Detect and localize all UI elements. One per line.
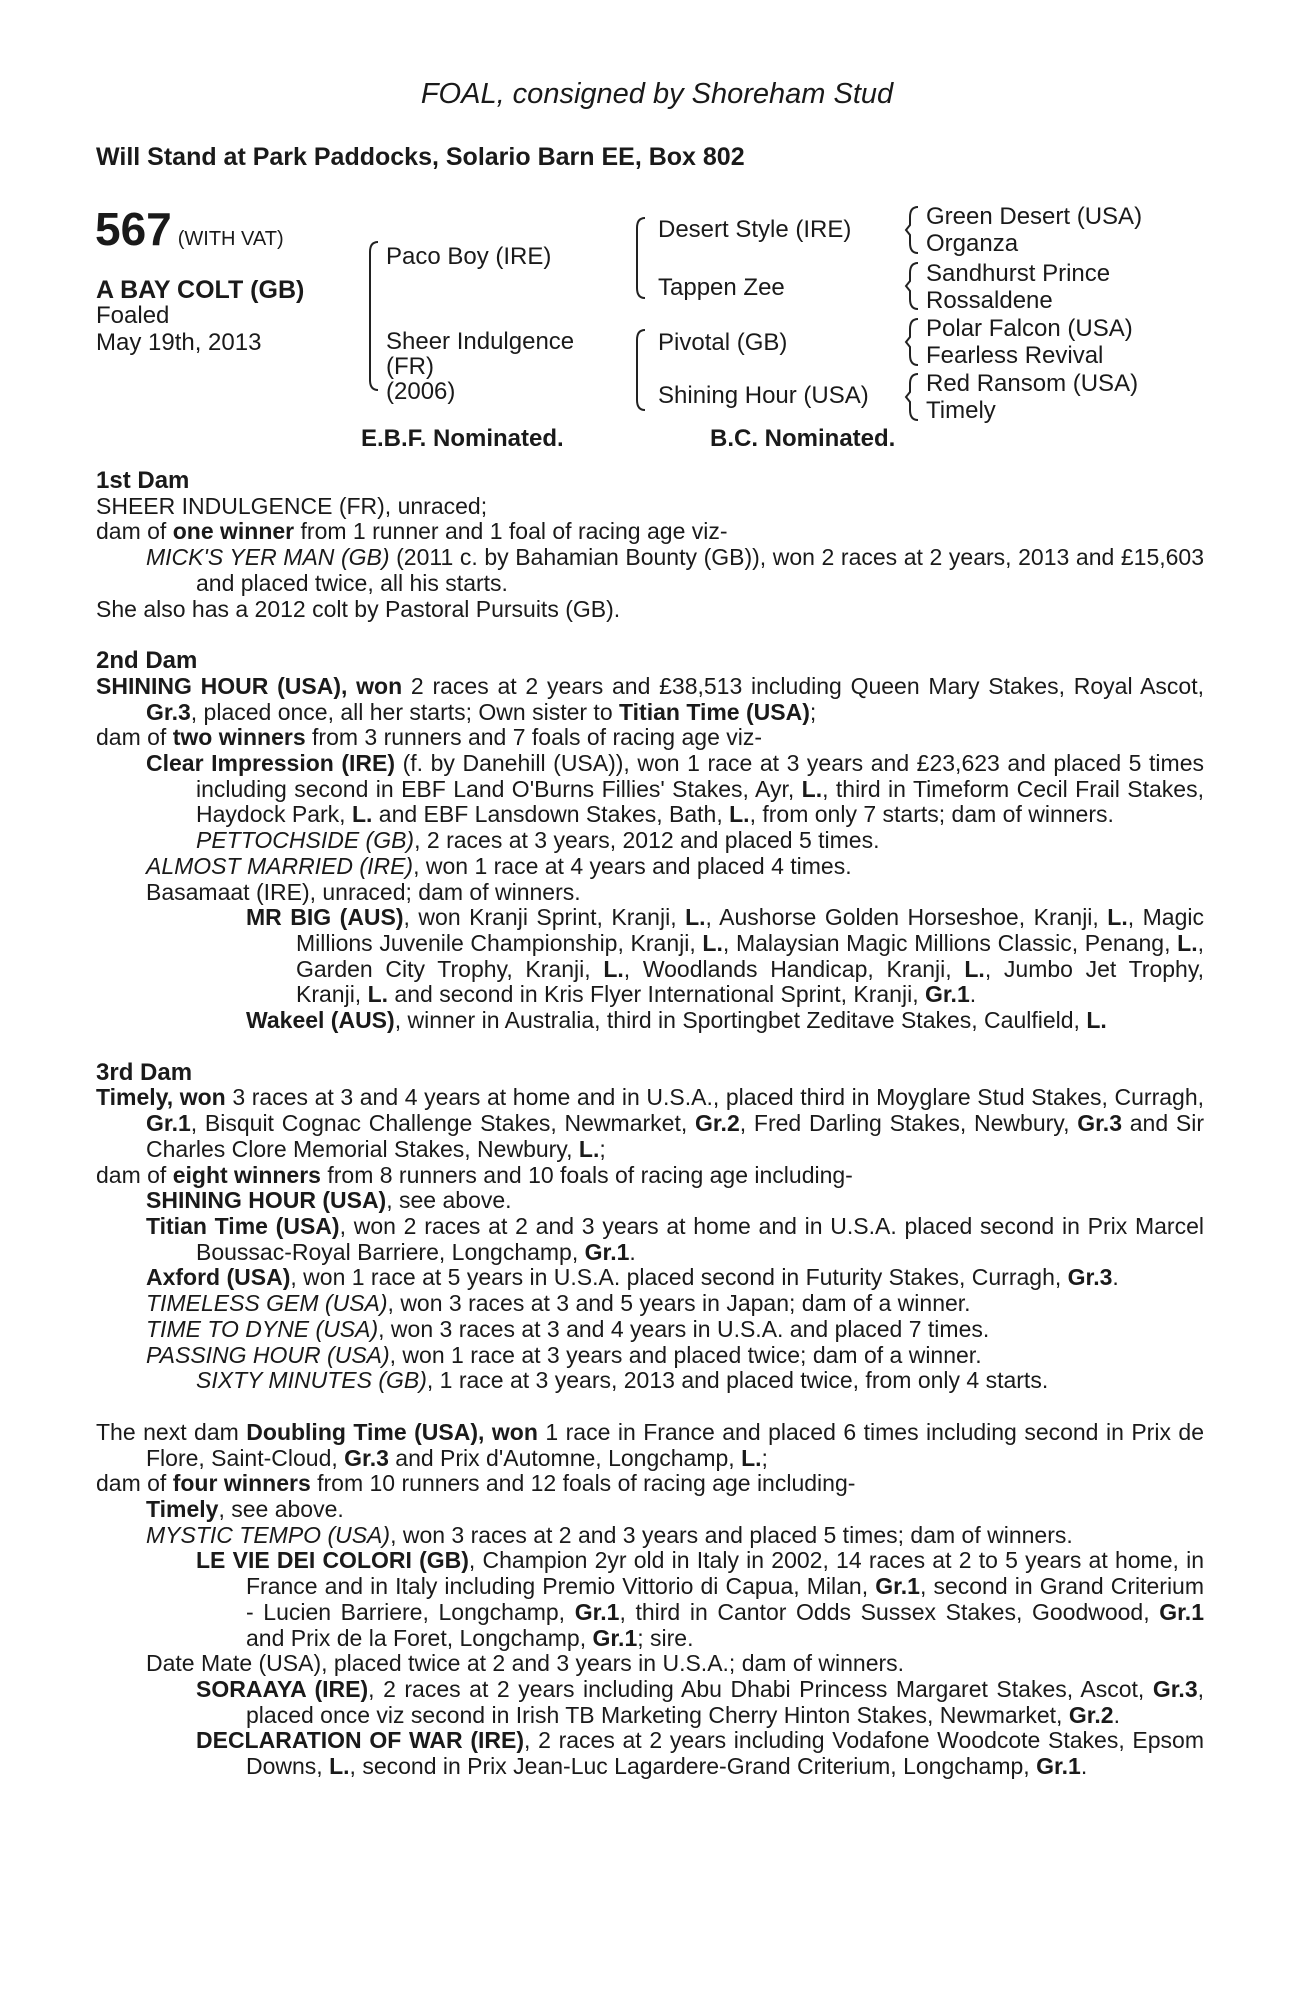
produce-entry: TIMELESS GEM (USA), won 3 races at 3 and 5 years in Japan; dam of a winner. xyxy=(146,1290,971,1317)
second-dam-entry: SHINING HOUR (USA), won 2 races at 2 years and £38,513 including Queen Mary Stakes, Royal Ascot, Gr.3, placed once, all her starts; Own sister to Titian Time (USA); xyxy=(96,672,1204,725)
next-dam-produce-summary: dam of four winners from 10 runners and 12 foals of racing age including- xyxy=(96,1470,856,1497)
produce-entry: Clear Impression (IRE) (f. by Danehill (USA)), won 1 race at 3 years and £23,623 and placed 5 times including second in EBF Land O'Burns Fillies' Stakes, Ayr, L., third in Timeform Cecil Frail Stakes, Haydock Park, L. and EBF Lansdown Stakes, Bath, L., from only 7 starts; dam of winners. xyxy=(146,750,1204,828)
foaled-label: Foaled xyxy=(96,302,170,329)
pedigree-bracket-sd xyxy=(904,261,924,311)
third-dam-entry: Timely, won 3 races at 3 and 4 years at home and in U.S.A., placed third in Moyglare Stud Stakes, Curragh, Gr.1, Bisquit Cognac Challenge Stakes, Newmarket, Gr.2, Fred Darling Stakes, Newbury, Gr.3 and Sir Charles Clore Memorial Stakes, Newbury, L.; xyxy=(96,1084,1205,1162)
pedigree-bracket-ss xyxy=(904,205,924,255)
nomination-ebf: E.B.F. Nominated. xyxy=(361,425,564,452)
pedigree-dd-dam: Timely xyxy=(926,397,996,424)
produce-entry: Wakeel (AUS), winner in Australia, third in Sportingbet Zeditave Stakes, Caulfield, L. xyxy=(246,1007,1107,1034)
pedigree-bracket-ds xyxy=(904,317,924,367)
produce-entry: ALMOST MARRIED (IRE), won 1 race at 4 years and placed 4 times. xyxy=(146,852,852,879)
first-dam-entry: SHEER INDULGENCE (FR), unraced; xyxy=(96,492,488,519)
third-dam-produce-summary: dam of eight winners from 8 runners and 10 foals of racing age including- xyxy=(96,1161,853,1188)
produce-entry: DECLARATION OF WAR (IRE), 2 races at 2 years including Vodafone Woodcote Stakes, Epsom Downs, L., second in Prix Jean-Luc Lagardere-Grand Criterium, Longchamp, Gr.1. xyxy=(196,1727,1204,1780)
nomination-bc: B.C. Nominated. xyxy=(710,425,896,452)
pedigree-dam: Sheer Indulgence (FR) (2006) xyxy=(386,328,575,405)
first-dam-note: She also has a 2012 colt by Pastoral Pursuits (GB). xyxy=(96,595,621,622)
first-dam-heading: 1st Dam xyxy=(96,467,190,494)
pedigree-ss-dam: Organza xyxy=(926,230,1019,257)
pedigree-ds-sire: Polar Falcon (USA) xyxy=(926,315,1133,342)
produce-entry: SORAAYA (IRE), 2 races at 2 years including Abu Dhabi Princess Margaret Stakes, Ascot, Gr.3, placed once viz second in Irish TB Marketing Cherry Hinton Stakes, Newmarket, Gr.2. xyxy=(196,1675,1205,1728)
pedigree-bracket-sire xyxy=(633,216,649,300)
produce-entry: LE VIE DEI COLORI (GB), Champion 2yr old in Italy in 2002, 14 races at 2 to 5 years at home, in France and in Italy including Premio Vittorio di Capua, Milan, Gr.1, second in Grand Criterium - Lucien Barriere, Longchamp, Gr.1, third in Cantor Odds Sussex Stakes, Goodwood, Gr.1 and Prix de la Foret, Longchamp, Gr.1; sire. xyxy=(196,1547,1204,1651)
produce-entry: SHINING HOUR (USA), see above. xyxy=(146,1187,512,1214)
pedigree-sire-sire: Desert Style (IRE) xyxy=(658,216,852,243)
pedigree-ds-dam: Fearless Revival xyxy=(926,342,1104,369)
pedigree-sd-dam: Rossaldene xyxy=(926,287,1053,314)
first-dam-produce-summary: dam of one winner from 1 runner and 1 foal of racing age viz- xyxy=(96,518,728,545)
pedigree-bracket-main xyxy=(366,240,382,392)
lot-number-block xyxy=(95,203,284,265)
lot-number: 567 xyxy=(95,203,172,255)
produce-entry: MICK'S YER MAN (GB) (2011 c. by Bahamian Bounty (GB)), won 2 races at 2 years, 2013 and £15,603 and placed twice, all his starts. xyxy=(146,544,1205,596)
catalogue-body xyxy=(96,468,1204,1780)
third-dam-heading: 3rd Dam xyxy=(96,1058,193,1086)
produce-entry: PASSING HOUR (USA), won 1 race at 3 years and placed twice; dam of a winner. xyxy=(146,1341,982,1368)
second-dam-produce-summary: dam of two winners from 3 runners and 7 foals of racing age viz- xyxy=(96,724,763,751)
produce-entry: Titian Time (USA), won 2 races at 2 and 3 years at home and in U.S.A. placed second in Prix Marcel Boussac-Royal Barriere, Longchamp, Gr.1. xyxy=(146,1212,1204,1265)
produce-entry: TIME TO DYNE (USA), won 3 races at 3 and 4 years in U.S.A. and placed 7 times. xyxy=(146,1315,990,1342)
pedigree-sire: Paco Boy (IRE) xyxy=(386,243,552,270)
produce-entry: Basamaat (IRE), unraced; dam of winners. xyxy=(146,878,581,905)
produce-entry: MYSTIC TEMPO (USA), won 3 races at 2 and 3 years and placed 5 times; dam of winners. xyxy=(146,1521,1073,1548)
second-dam-heading: 2nd Dam xyxy=(96,647,198,675)
produce-entry: SIXTY MINUTES (GB), 1 race at 3 years, 2013 and placed twice, from only 4 starts. xyxy=(196,1367,1049,1394)
foaled-date: May 19th, 2013 xyxy=(96,329,262,356)
produce-entry: PETTOCHSIDE (GB), 2 races at 3 years, 2012 and placed 5 times. xyxy=(196,827,880,854)
produce-entry: MR BIG (AUS), won Kranji Sprint, Kranji, L., Aushorse Golden Horseshoe, Kranji, L., Magic Millions Juvenile Championship, Kranji, L., Malaysian Magic Millions Classic, Penang, L., Garden City Trophy, Kranji, L., Woodlands Handicap, Kranji, L., Jumbo Jet Trophy, Kranji, L. and second in Kris Flyer International Sprint, Kranji, Gr.1. xyxy=(246,904,1205,1008)
next-dam-entry: The next dam Doubling Time (USA), won 1 race in France and placed 6 times including second in Prix de Flore, Saint-Cloud, Gr.3 and Prix d'Automne, Longchamp, L.; xyxy=(96,1418,1204,1471)
pedigree-bracket-dam xyxy=(633,328,649,412)
produce-entry: Date Mate (USA), placed twice at 2 and 3 years in U.S.A.; dam of winners. xyxy=(146,1650,905,1677)
pedigree-dam-dam: Shining Hour (USA) xyxy=(658,382,869,409)
pedigree-bracket-dd xyxy=(904,372,924,422)
pedigree-dd-sire: Red Ransom (USA) xyxy=(926,370,1139,397)
pedigree-sd-sire: Sandhurst Prince xyxy=(926,260,1111,287)
produce-entry: Timely, see above. xyxy=(146,1496,344,1523)
pedigree-dam-sire: Pivotal (GB) xyxy=(658,329,788,356)
catalogue-title: FOAL, consigned by Shoreham Stud xyxy=(420,78,894,110)
foaled-info xyxy=(96,302,261,356)
vat-note: (WITH VAT) xyxy=(177,228,284,250)
pedigree-sire-dam: Tappen Zee xyxy=(658,274,785,301)
lot-description: A BAY COLT (GB) xyxy=(96,276,305,304)
pedigree-ss-sire: Green Desert (USA) xyxy=(926,203,1143,230)
produce-entry: Axford (USA), won 1 race at 5 years in U.S.A. placed second in Futurity Stakes, Curragh, Gr.3. xyxy=(146,1264,1119,1291)
stand-location: Will Stand at Park Paddocks, Solario Barn EE, Box 802 xyxy=(96,143,745,171)
